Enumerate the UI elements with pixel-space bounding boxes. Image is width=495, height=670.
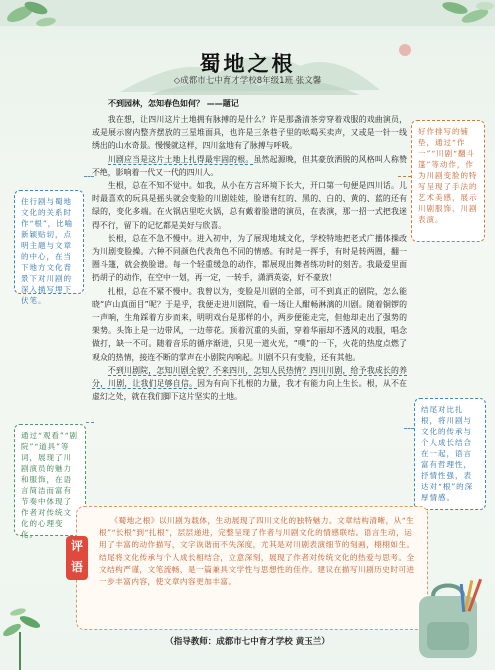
epigraph: 不到园林，怎知春色如何？ ——题记 bbox=[108, 99, 239, 108]
teacher-comment: 《蜀地之根》以川剧为载体，生动展现了四川文化的独特魅力。文章结构清晰，从“生根”“长根”到“扎根”，层层递进，完整呈现了作者与川剧文化的情感联结。语言生动，运用了丰富的动作描写，文字诙谐而不失深度，尤其是对川剧表演细节的刻画，栩栩如生。结尾将文化传承与个人成长相结合，立意深刻，展现了作者对传统文化的热爱与思考。全文结构严谨，文笔流畅，是一篇兼具文学性与思想性的佳作。建议在描写川剧历史时可进一步丰富内容，使文章内容更加丰富。 bbox=[76, 506, 428, 630]
paragraph-3: 生根，总在不知不觉中。如我，从小在方言环境下长大，开口第一句便是四川话。儿时最喜欢的玩具是摇头就会变脸的川剧娃娃，脸谱有红的、黑的、白的、黄的、蓝的还有绿的，变化多端。在火锅店里吃火锅，总有戴着脸谱的演员，在表演，那一招一式把我迷得不行，留下的记忆都是美好与欣喜。 bbox=[92, 181, 407, 230]
author-line: ◇成都市七中育才学校8年级1班 张文馨 bbox=[173, 76, 322, 86]
underlined-sentence: 川剧应当是这片土地上扎得最牢固的根。 bbox=[107, 154, 254, 164]
schoolbag-illustration bbox=[405, 574, 493, 664]
side-note-right-top: 好作排写的铺垫，通过“作一”“川剧“翻斗篷”等动作，作为川剧变脸的特写呈现了手法的艺术美感，展示川剧服饰、川剧表演。 bbox=[411, 120, 485, 242]
side-note-right-bottom: 结尾对比扎根，将川剧与文化的传承与个人成长结合在一起，语言富有哲理性，抒情性强，表达对“根”的深厚情感。 bbox=[414, 398, 486, 510]
side-note-left-top: 住行剧与蜀地文化的关系时作“根”，比喻新颖贴切，点明主题与文章的中心，在当下地方文化背景下对川剧的深入描写埋下伏笔。 bbox=[14, 190, 84, 294]
article-body bbox=[92, 113, 407, 403]
note-connector bbox=[86, 422, 94, 423]
paragraph-5: 扎根，总在不紧不慢中。我曾以为，变脸是川剧的全部，可不到真正的剧院，怎么能晓“庐山真面目”呢？于是乎，我便走进川剧院，看一场让人酣畅淋漓的川剧。随着铜锣的一声响，生角踩着方步而来，明明戏台是那样的小，两步便能走完，但他却走出了强势的架势。头饰上是一边带风，一边带花。顶着沉重的头面，穿着华丽却不透风的戏服，唱念做打，缺一不可。随着音乐的循序渐进，只见一道火光，“噗”的一下，火花的热度点燃了观众的热情，接连不断的掌声在小剧院内响起。川剧不只有变脸，还有其他。 bbox=[92, 286, 407, 362]
side-note-left-bottom: 通过“观看”“剧院”“道具”等词，展现了川剧演员的魅力和服饰，在语言简洁而富有节奏中体现了作者对传统文化的心理变化。 bbox=[14, 424, 86, 536]
paragraph-1: 我在想，让四川这片土地拥有脉搏的是什么？许是那盏清茶旁穿着戏服的戏曲演员，或是展示窗内整齐摆放的三星堆面具，也许是三条巷子里的吆喝买卖声，又或是一针一线绣出的山水奇景。慢慢就这样，四川盆地有了脉搏与呼吸。 bbox=[92, 115, 407, 151]
underlined-sentence: 不到川剧院，怎知川剧全貌？不来四川，怎知人民热情？四川川剧，给予我成长的养分，川剧，让我们足够自信。 bbox=[92, 365, 407, 389]
article-title: 蜀地之根 bbox=[199, 51, 296, 76]
leaf-decoration-right bbox=[433, 0, 495, 36]
guide-teacher: （指导教师：成都市七中育才学校 黄玉兰） bbox=[165, 637, 330, 647]
note-connector bbox=[398, 176, 411, 177]
note-connector bbox=[404, 428, 414, 429]
plant-decoration bbox=[0, 582, 60, 670]
paragraph-6: 不到川剧院，怎知川剧全貌？不来四川，怎知人民热情？四川川剧，给予我成长的养分，川剧，让我们足够自信。因为有向下扎根的力量，我才有能力向上生长。根，从不在虚幻之处，就在我们脚下这片坚实的土地。 bbox=[92, 365, 407, 402]
comment-badge: 评语 bbox=[66, 536, 88, 580]
leaf-decoration-left bbox=[2, 0, 62, 40]
paragraph-4: 长根，总在不急不慢中。进入初中，为了展现地域文化，学校特地把老式广播体操改为川剧变脸操。六种不同颜色代表角色不同的情感。有时是一挥手，有时是转两圈，翻一圈斗篷，就会换脸谱。每一个轻重缓急的动作，都展现出舞者练功时的刻苦。我最爱里面扔胡子的动作，在空中一划，再一定，一转手，潇洒英姿，好不豪放！ bbox=[92, 233, 407, 283]
paragraph-2: 川剧应当是这片土地上扎得最牢固的根。虽然起源晚，但其豪放洒脱的风格叫人称赞不绝，影响着一代又一代的四川人。 bbox=[92, 154, 407, 177]
note-connector bbox=[84, 176, 94, 177]
